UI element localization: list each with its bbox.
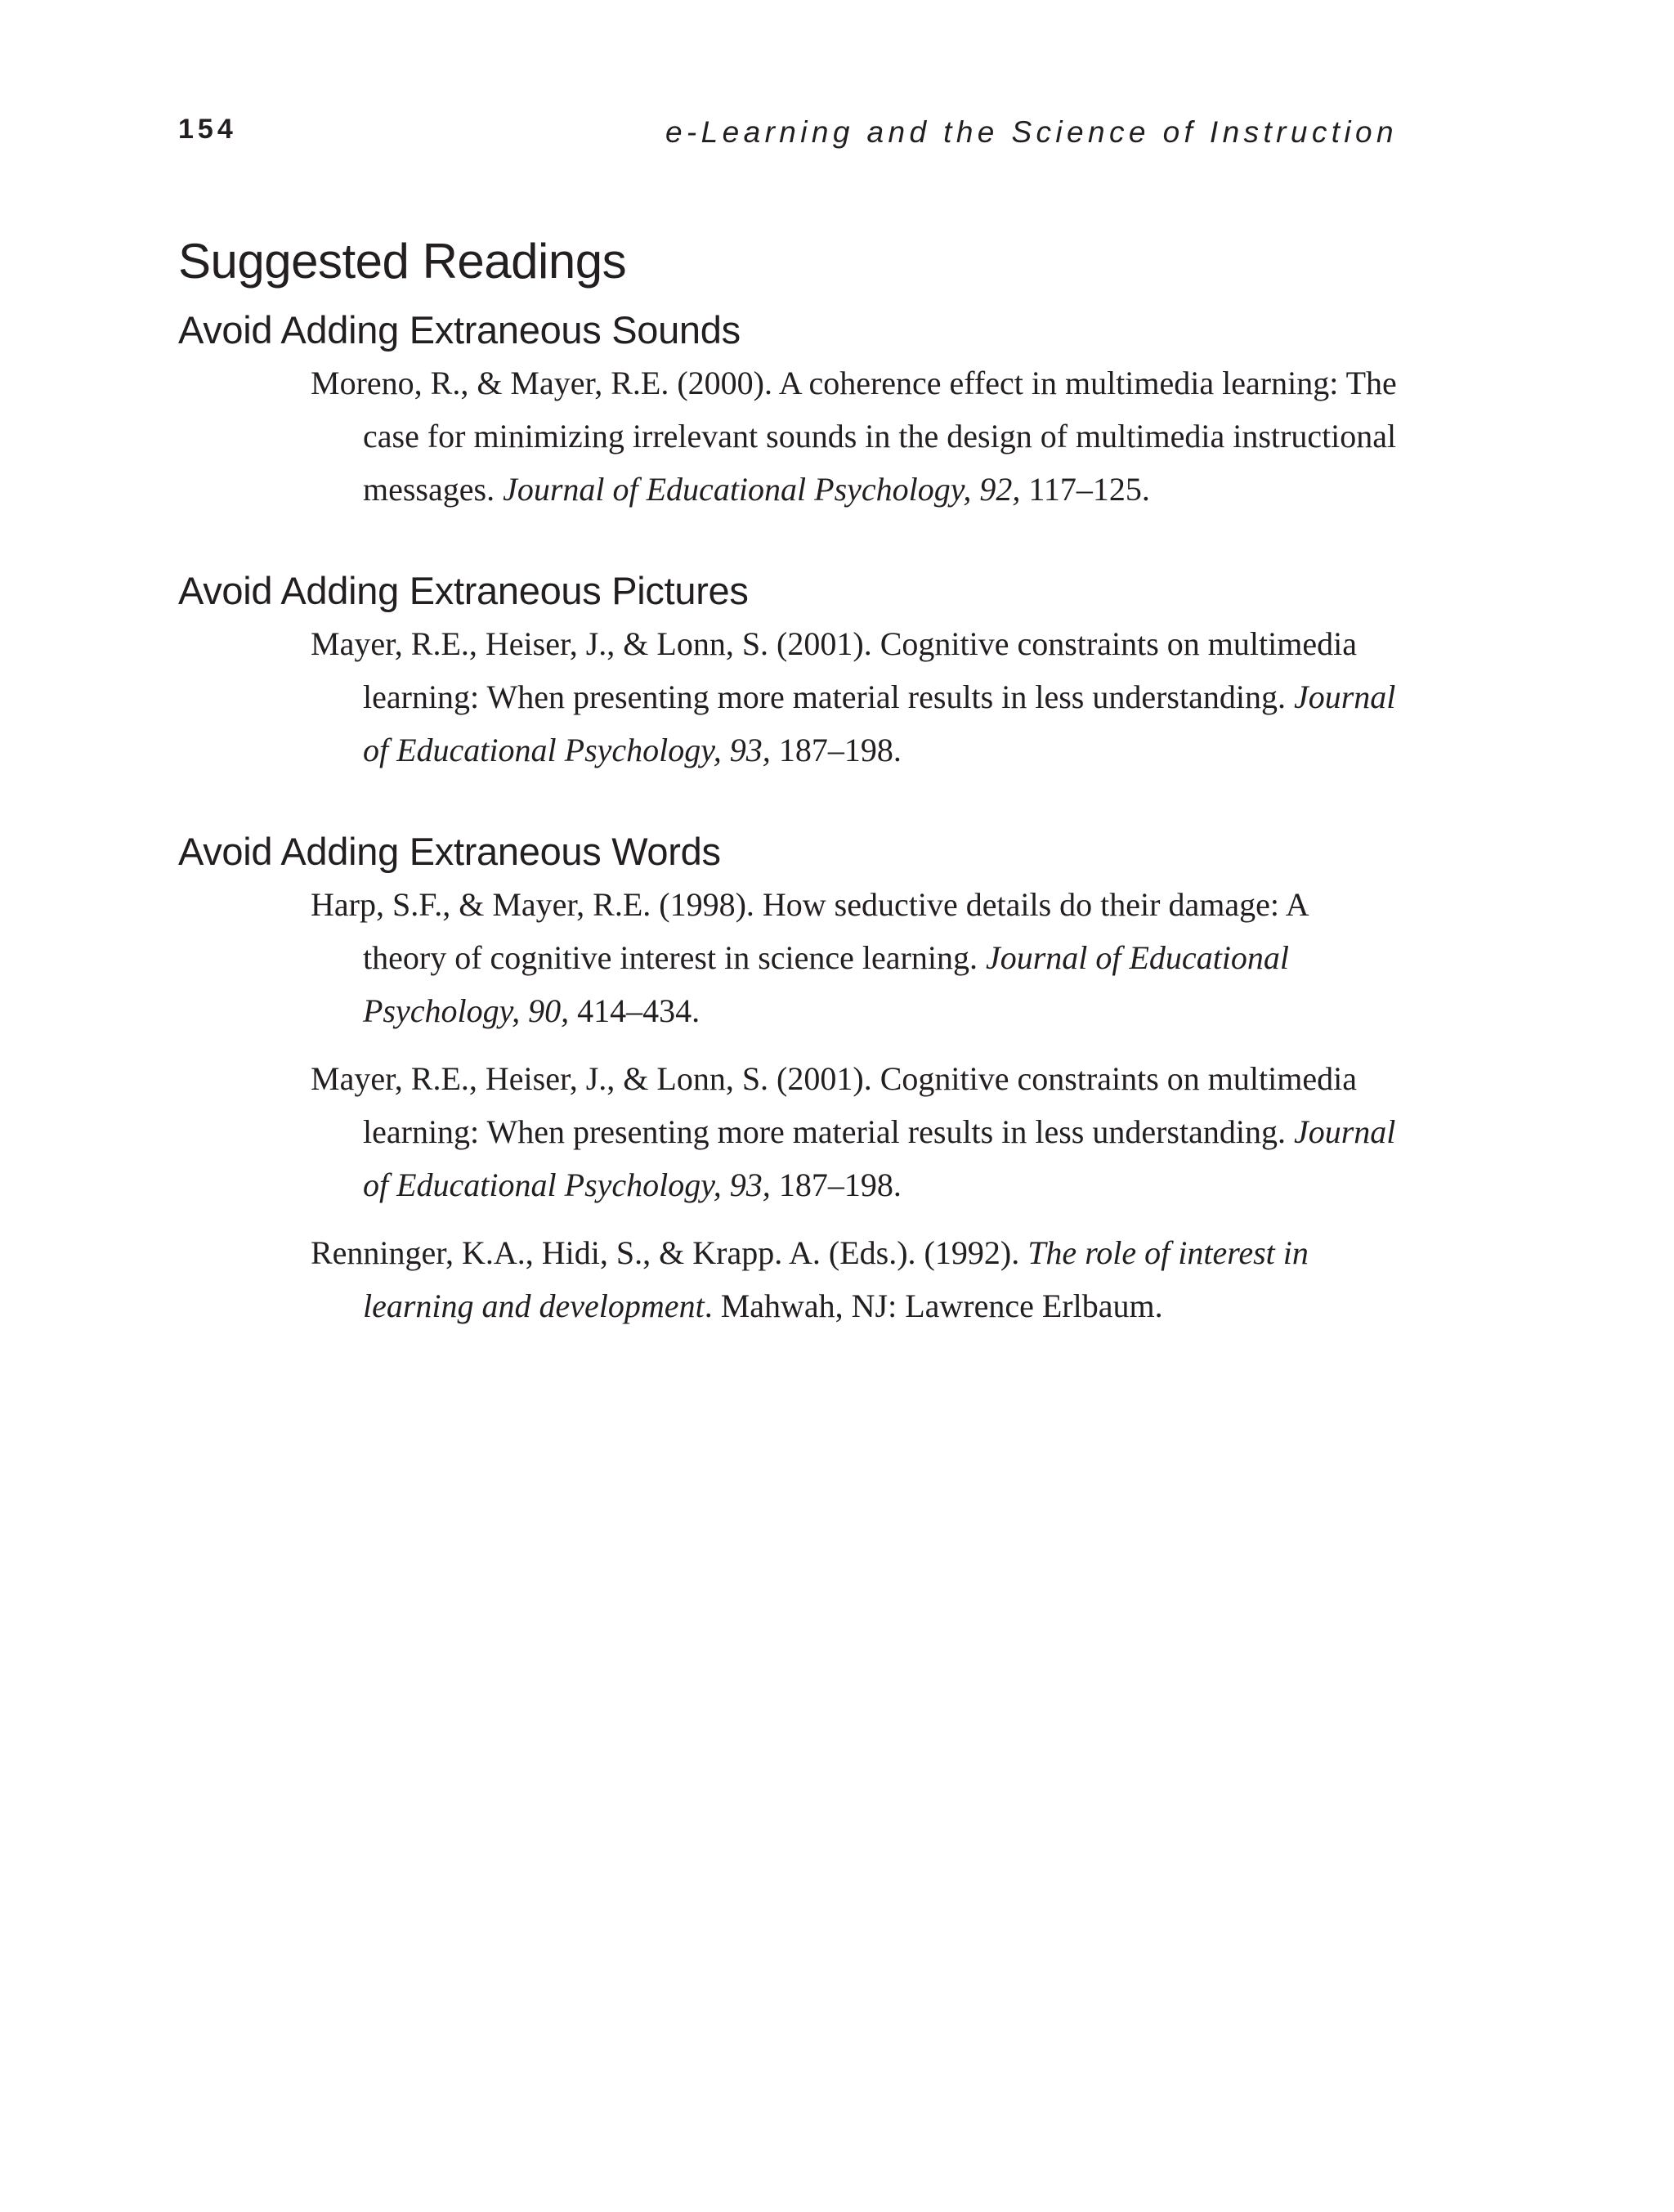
reference-item <box>178 1226 1398 1332</box>
reference-item <box>178 1052 1398 1211</box>
reference-text: Harp, S.F., & Mayer, R.E. (1998). How seductive details do their damage: A theory of cognitive interest in science learning. <box>311 886 1308 976</box>
running-head <box>178 113 1398 162</box>
page-number: 154 <box>178 114 237 145</box>
reference-pages: 187–198. <box>770 1166 902 1203</box>
reference-source: Journal of Educational Psychology, 93, <box>363 1113 1396 1203</box>
section-heading: Avoid Adding Extraneous Sounds <box>178 308 741 352</box>
reference-pages: 414–434. <box>569 992 700 1029</box>
section-extraneous-sounds <box>178 304 1398 516</box>
section-heading: Avoid Adding Extraneous Pictures <box>178 569 749 612</box>
reference-pages: 187–198. <box>770 732 902 768</box>
reference-text: Renninger, K.A., Hidi, S., & Krapp. A. (Eds.). (1992). <box>311 1234 1028 1271</box>
running-head-title: e-Learning and the Science of Instruction <box>665 115 1398 149</box>
reference-source: Journal of Educational Psychology, 93, <box>363 678 1396 768</box>
section-extraneous-pictures <box>178 565 1398 777</box>
section-heading: Avoid Adding Extraneous Words <box>178 830 721 873</box>
reference-source: The role of interest in learning and development <box>363 1234 1309 1324</box>
page-title: Suggested Readings <box>178 234 627 289</box>
section-extraneous-words <box>178 826 1398 1332</box>
reference-pages: 117–125. <box>1020 471 1150 508</box>
reference-text: Moreno, R., & Mayer, R.E. (2000). A coherence effect in multimedia learning: The case for minimizing irrelevant sounds in the design of multimedia instructional messages. <box>311 365 1397 508</box>
reference-source: Journal of Educational Psychology, 90, <box>363 939 1290 1029</box>
reference-list <box>178 356 1398 516</box>
reference-list <box>178 617 1398 777</box>
reference-item <box>178 617 1398 777</box>
reference-pages: . Mahwah, NJ: Lawrence Erlbaum. <box>704 1287 1163 1324</box>
reference-item <box>178 878 1398 1037</box>
reference-item <box>178 356 1398 516</box>
reference-text: Mayer, R.E., Heiser, J., & Lonn, S. (2001). Cognitive constraints on multimedia learning: When presenting more material results in less understanding. <box>311 1060 1357 1150</box>
page-content <box>178 227 1398 1381</box>
reference-source: Journal of Educational Psychology, 92, <box>503 471 1021 508</box>
reference-list <box>178 878 1398 1332</box>
reference-text: Mayer, R.E., Heiser, J., & Lonn, S. (2001). Cognitive constraints on multimedia learning: When presenting more material results in less understanding. <box>311 625 1357 715</box>
